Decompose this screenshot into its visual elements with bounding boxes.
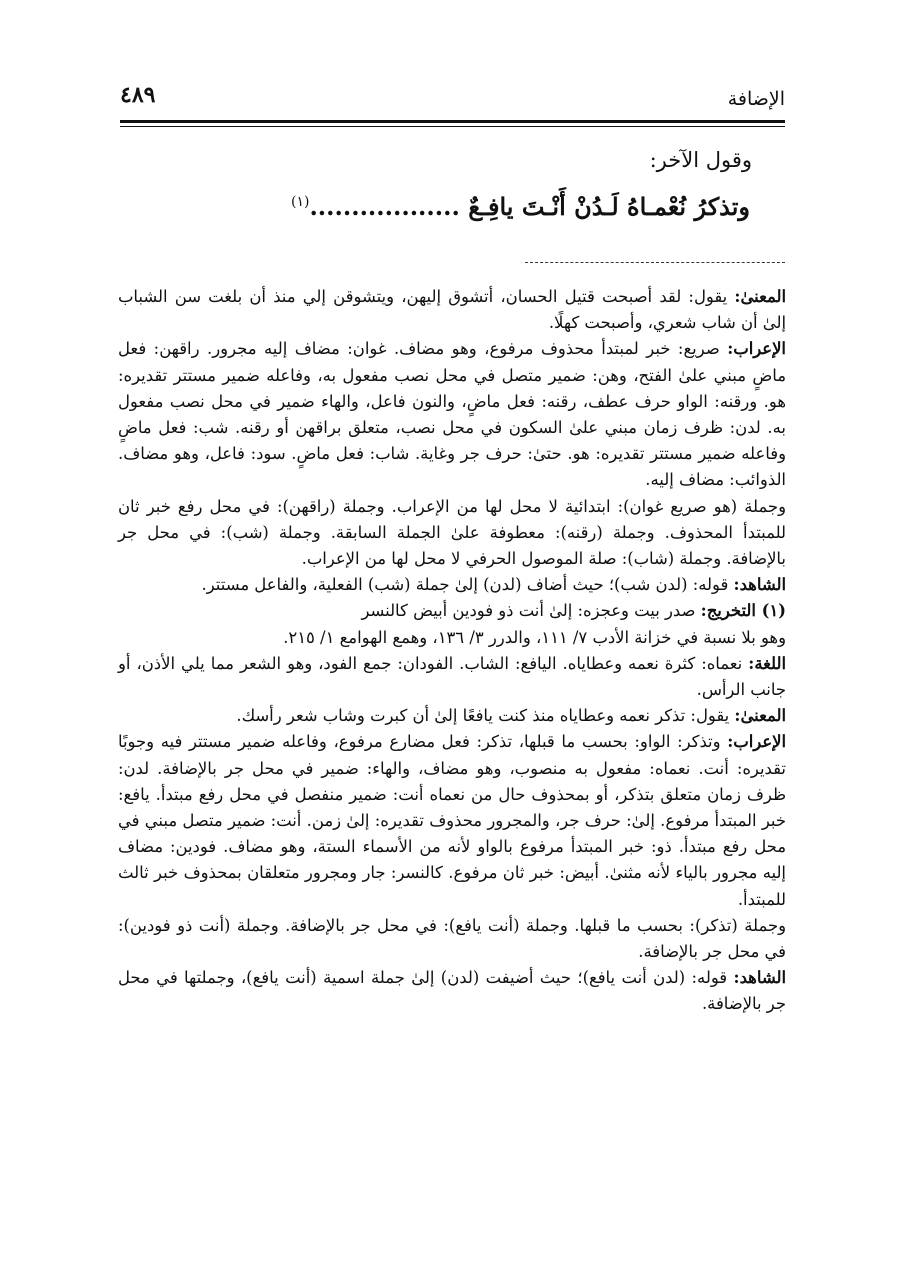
footnote-label: اللغة:: [748, 653, 787, 673]
footnote-label: الشاهد:: [733, 575, 786, 595]
footnotes-section: [118, 284, 786, 1018]
footnote-paragraph: [118, 625, 786, 651]
footnote-paragraph: [118, 651, 786, 703]
footnote-paragraph: [118, 729, 786, 912]
footnote-text: نعماه: كثرة نعمه وعطاياه. اليافع: الشاب. الفودان: جمع الفود، وهو الشعر مما يلي الأذن، أو جانب الرأس.: [118, 653, 786, 700]
footnote-separator: [525, 262, 785, 263]
footnote-label: المعنىٰ:: [734, 706, 786, 726]
header-rule-thin: [120, 126, 785, 127]
footnote-text: وجملة (تذكر): بحسب ما قبلها. وجملة (أنت يافع): في محل جر بالإضافة. وجملة (أنت ذو فودين): في محل جر بالإضافة.: [118, 915, 786, 962]
poetry-verse: [130, 192, 750, 221]
footnote-label: الإعراب:: [727, 732, 786, 752]
footnote-label: الإعراب:: [727, 339, 786, 359]
footnote-paragraph: [118, 494, 786, 573]
footnote-label: الشاهد:: [733, 968, 786, 988]
footnote-text: وهو بلا نسبة في خزانة الأدب ٧/ ١١١، والدرر ٣/ ١٣٦، وهمع الهوامع ١/ ٢١٥.: [283, 627, 786, 647]
page-number: ٤٨٩: [120, 82, 156, 108]
chapter-title: الإضافة: [727, 88, 785, 110]
verse-first-half: وتذكرُ نُعْمـاهُ لَـدُنْ أَنْـتَ يافِـعٌ: [468, 192, 750, 221]
footnote-paragraph: [118, 598, 786, 624]
footnote-text: قوله: (لدن أنت يافع)؛ حيث أضيفت (لدن) إلىٰ جملة اسمية (أنت يافع)، وجملتها في محل جر بالإضافة.: [118, 968, 786, 1014]
verse-elision-dots: ..................: [309, 192, 460, 221]
footnote-text: صريع: خبر لمبتدأ محذوف مرفوع، وهو مضاف. غوان: مضاف إليه مجرور. راقهن: فعل ماضٍ مبني علىٰ الفتح، وهن: ضمير متصل في محل نصب مفعول به، وفاعله ضمير مستتر تقديره: هو. ورقنه: الواو حرف عطف، رقنه: فعل ماضٍ، والنون فاعل، والهاء ضمير في محل نصب مفعول به. لدن: ظرف زمان مبني علىٰ السكون في محل نصب، متعلق براقهن أو رقنه. شب: فعل ماضٍ وفاعله ضمير مستتر تقديره: هو. حتىٰ: حرف جر وغاية. شاب: فعل ماضٍ. سود: فاعل، وهو مضاف. الذوائب: مضاف إليه.: [118, 339, 786, 490]
page-header: [120, 82, 785, 118]
footnote-text: يقول: لقد أصبحت قتيل الحسان، أتشوق إليهن، ويتشوقن إلي منذ أن بلغت سن الشباب إلىٰ أن شاب شعري، وأصبحت كهلًا.: [118, 287, 786, 333]
footnote-label: المعنىٰ:: [734, 287, 786, 306]
header-rule-thick: [120, 120, 785, 123]
footnote-paragraph: [118, 965, 786, 1017]
footnote-text: وجملة (هو صريع غوان): ابتدائية لا محل لها من الإعراب. وجملة (راقهن): في محل رفع خبر ثان للمبتدأ المحذوف. وجملة (رقنه): معطوفة علىٰ الجملة السابقة. وجملة (شب): في محل جر بالإضافة. وجملة (شاب): صلة الموصول الحرفي لا محل لها من الإعراب.: [118, 496, 786, 569]
footnote-paragraph: [118, 336, 786, 493]
footnote-text: قوله: (لدن شب)؛ حيث أضاف (لدن) إلىٰ جملة (شب) الفعلية، والفاعل مستتر.: [201, 575, 729, 595]
footnote-text: يقول: تذكر نعمه وعطاياه منذ كنت يافعًا إلىٰ أن كبرت وشاب شعر رأسك.: [236, 706, 730, 726]
footnote-paragraph: [118, 703, 786, 729]
footnote-text: وتذكر: الواو: بحسب ما قبلها، تذكر: فعل مضارع مرفوع، وفاعله ضمير مستتر فيه وجوبًا تقديره: أنت. نعماه: مفعول به منصوب، وهو مضاف، والهاء: ضمير في محل جر بالإضافة. لدن: ظرف زمان متعلق بتذكر، أو بمحذوف حال من نعماه أنت: ضمير منفصل في محل رفع مبتدأ. يافع: خبر المبتدأ مرفوع. إلىٰ: حرف جر، والمجرور محذوف تقديره: إلىٰ زمن. أنت: ضمير متصل مبني في محل رفع مبتدأ. ذو: خبر المبتدأ مرفوع بالواو لأنه من الأسماء الستة، وهو مضاف. فودين: مضاف إليه مجرور بالياء لأنه مثنىٰ. أبيض: خبر ثان مرفوع. كالنسر: جار ومجرور متعلقان بمحذوف خبر ثالث للمبتدأ.: [118, 732, 786, 909]
footnote-paragraph: [118, 913, 786, 965]
footnote-paragraph: [118, 572, 786, 598]
footnote-text: صدر بيت وعجزه: إلىٰ أنت ذو فودين أبيض كالنسر: [361, 601, 696, 621]
footnote-paragraph: [118, 284, 786, 336]
intro-line: وقول الآخر:: [649, 148, 752, 172]
footnote-mark: (١): [290, 194, 310, 210]
footnote-label: (١) التخريج:: [700, 601, 786, 621]
